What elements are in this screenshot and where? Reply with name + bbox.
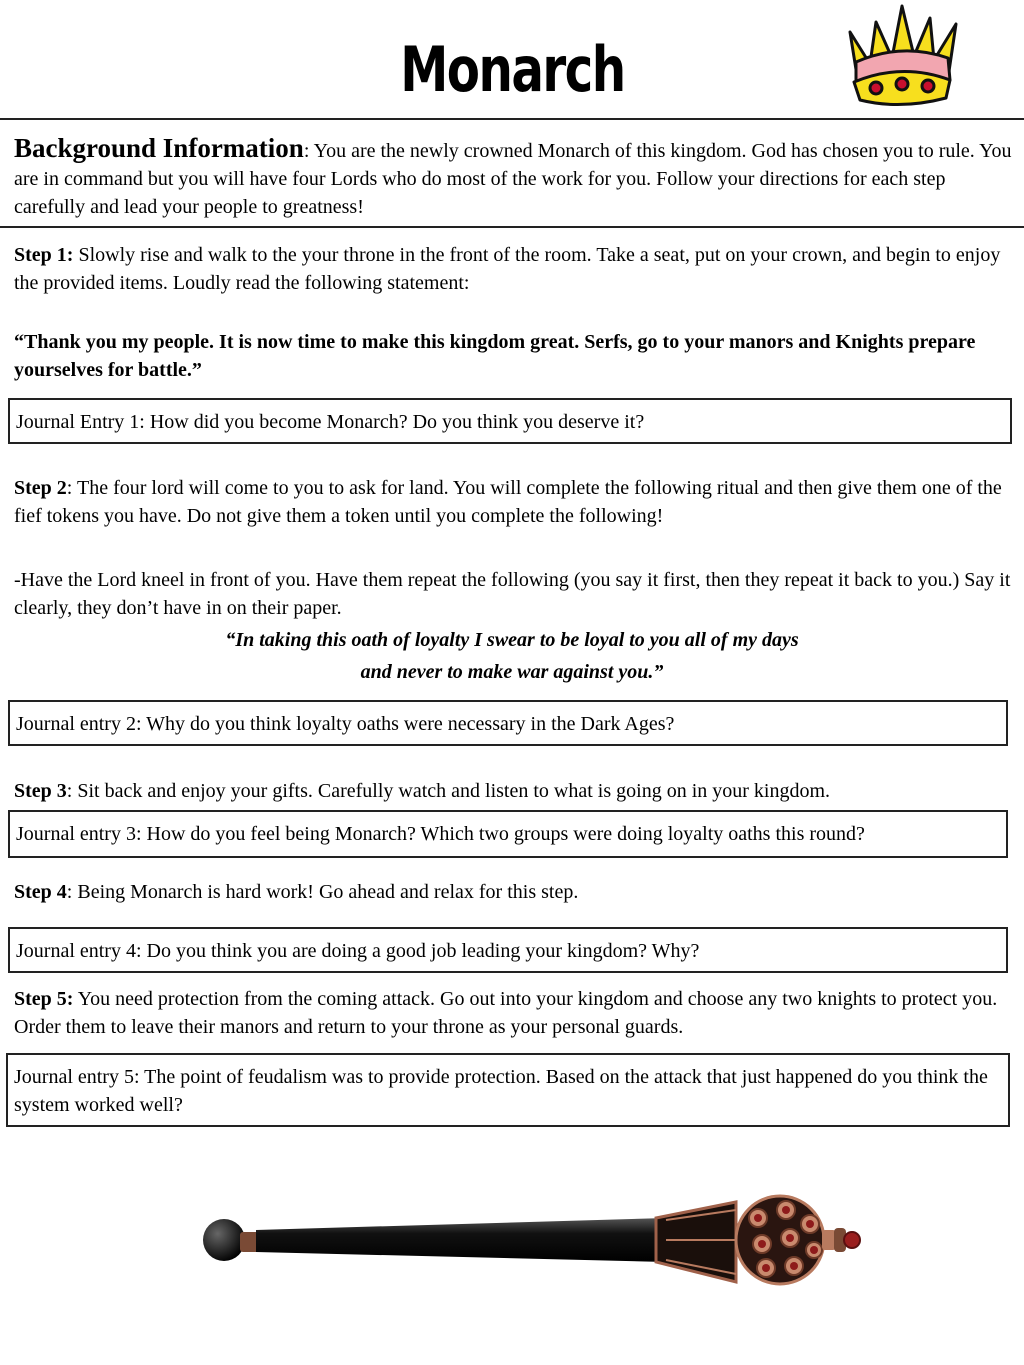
step-3 [14,777,1012,805]
journal-entry-5: Journal entry 5: The point of feudalism was to provide protection. Based on the attack that just happened do you think the system worked well? [6,1053,1010,1127]
step-4 [14,878,1012,906]
background-information [14,134,1014,221]
title-divider [0,118,1024,120]
background-text: : You are the newly crowned Monarch of this kingdom. God has chosen you to rule. You are in command but you will have four Lords who do most of the work for you. Follow your directions for each step carefully and lead your people to greatness! [14,140,1012,218]
step-1-label: Step 1: [14,244,74,266]
step-5-text: You need protection from the coming attack. Go out into your kingdom and choose any two knights to protect you. Order them to leave their manors and return to your throne as your personal guards. [14,988,998,1038]
step-1-text: Slowly rise and walk to the your throne in the front of the room. Take a seat, put on your crown, and begin to enjoy the provided items. Loudly read the following statement: [14,244,1001,294]
step-5 [14,985,1012,1041]
journal-entry-1: Journal Entry 1: How did you become Monarch? Do you think you deserve it? [8,398,1012,444]
journal-entry-3: Journal entry 3: How do you feel being Monarch? Which two groups were doing loyalty oaths this round? [8,810,1008,858]
step-2 [14,474,1012,530]
step-4-text: : Being Monarch is hard work! Go ahead and relax for this step. [66,881,579,903]
step-5-label: Step 5: [14,988,74,1010]
step-3-text: : Sit back and enjoy your gifts. Carefully watch and listen to what is going on in your kingdom. [66,780,831,802]
crown-icon [836,2,966,112]
oath-line-1: “In taking this oath of loyalty I swear to be loyal to you all of my days [225,629,799,651]
page-title: Monarch [400,33,625,106]
step-2-text: : The four lord will come to you to ask for land. You will complete the following ritual and then give them one of the fief tokens you have. Do not give them a token until you complete the following! [14,477,1002,527]
background-label: Background Information [14,133,304,163]
background-divider [0,226,1024,228]
step-1 [14,241,1012,297]
scepter-icon [196,1188,864,1292]
journal-entry-4: Journal entry 4: Do you think you are doing a good job leading your kingdom? Why? [8,927,1008,973]
monarch-statement: “Thank you my people. It is now time to make this kingdom great. Serfs, go to your manors and Knights prepare yourselves for battle.” [14,331,976,381]
step-4-label: Step 4 [14,881,67,903]
ritual-instructions: -Have the Lord kneel in front of you. Have them repeat the following (you say it first, then they repeat it back to you.) Say it clearly, they don’t have in on their paper. [14,569,1011,619]
step-2-label: Step 2 [14,477,67,499]
step-3-label: Step 3 [14,780,67,802]
journal-entry-2: Journal entry 2: Why do you think loyalty oaths were necessary in the Dark Ages? [8,700,1008,746]
oath-line-2: and never to make war against you.” [360,661,664,683]
